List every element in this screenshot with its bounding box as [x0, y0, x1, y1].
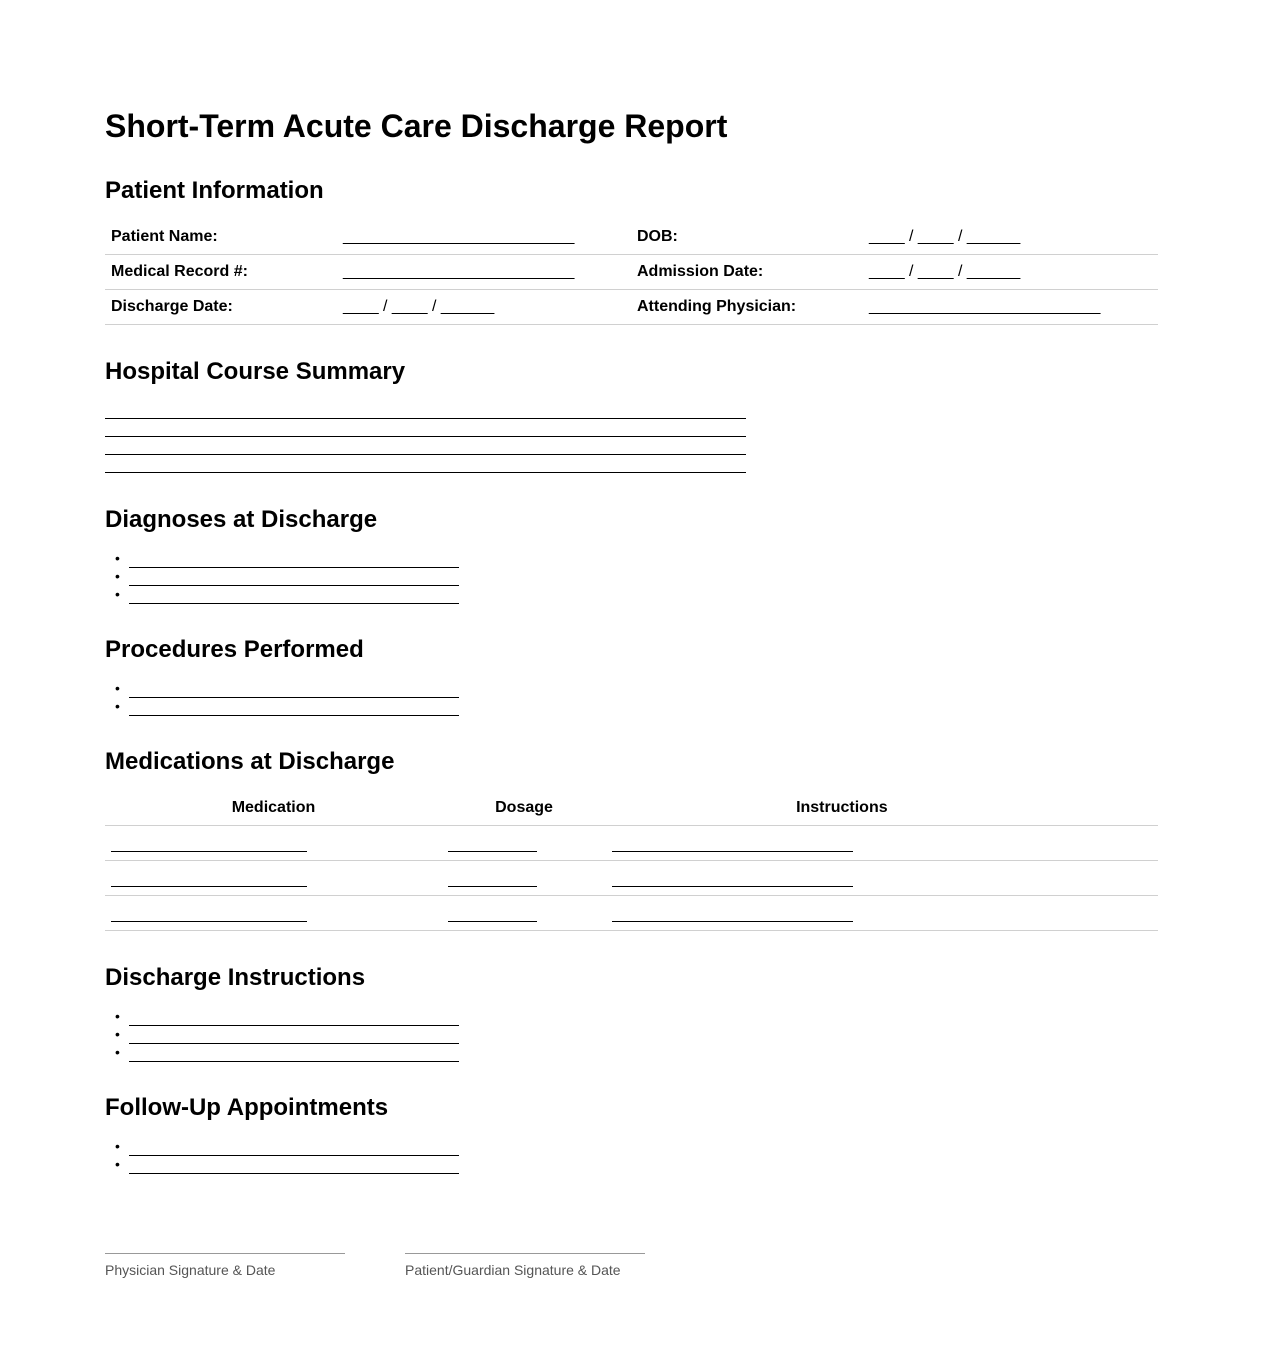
attending-physician-field[interactable]: __________________________	[863, 290, 1158, 325]
list-item[interactable]	[115, 698, 459, 716]
medication-field[interactable]	[111, 872, 307, 887]
admission-date-field[interactable]: ____ / ____ / ______	[863, 255, 1158, 290]
medications-heading: Medications at Discharge	[105, 748, 395, 775]
dosage-field[interactable]	[448, 837, 537, 852]
patient-signature-block[interactable]	[405, 1253, 645, 1278]
dosage-column-header: Dosage	[442, 791, 606, 826]
blank-line[interactable]	[129, 1044, 459, 1062]
bullet-icon: •	[115, 1138, 120, 1154]
instructions-field[interactable]	[612, 907, 853, 922]
table-row	[105, 220, 1158, 255]
diagnoses-list	[105, 550, 459, 604]
patient-information-table	[105, 220, 1158, 325]
blank-line[interactable]	[129, 1008, 459, 1026]
list-item[interactable]	[115, 1044, 459, 1062]
bullet-icon: •	[115, 680, 120, 696]
table-row	[105, 255, 1158, 290]
signature-line[interactable]	[105, 1253, 345, 1254]
dob-label: DOB:	[631, 220, 863, 255]
blank-line[interactable]	[129, 1156, 459, 1174]
table-row	[105, 896, 1158, 931]
patient-signature-label: Patient/Guardian Signature & Date	[405, 1262, 621, 1278]
diagnoses-heading: Diagnoses at Discharge	[105, 506, 378, 533]
blank-line[interactable]	[129, 586, 459, 604]
procedures-list	[105, 680, 459, 716]
table-header-row	[105, 791, 1158, 826]
patient-name-label: Patient Name:	[105, 220, 337, 255]
ruled-line[interactable]	[105, 419, 746, 437]
list-item[interactable]	[115, 680, 459, 698]
bullet-icon: •	[115, 1008, 120, 1024]
list-item[interactable]	[115, 568, 459, 586]
follow-up-heading: Follow-Up Appointments	[105, 1094, 389, 1121]
ruled-line[interactable]	[105, 401, 746, 419]
ruled-line[interactable]	[105, 437, 746, 455]
discharge-date-field[interactable]: ____ / ____ / ______	[337, 290, 631, 325]
discharge-instructions-list	[105, 1008, 459, 1062]
dosage-field[interactable]	[448, 907, 537, 922]
signature-line[interactable]	[405, 1253, 645, 1254]
attending-physician-label: Attending Physician:	[631, 290, 863, 325]
report-title: Short-Term Acute Care Discharge Report	[105, 108, 728, 144]
blank-line[interactable]	[129, 568, 459, 586]
follow-up-list	[105, 1138, 459, 1174]
list-item[interactable]	[115, 586, 459, 604]
bullet-icon: •	[115, 1026, 120, 1042]
bullet-icon: •	[115, 1044, 120, 1060]
physician-signature-label: Physician Signature & Date	[105, 1262, 276, 1278]
ruled-line[interactable]	[105, 455, 746, 473]
medication-field[interactable]	[111, 907, 307, 922]
table-row	[105, 826, 1158, 861]
list-item[interactable]	[115, 1026, 459, 1044]
table-row	[105, 290, 1158, 325]
blank-line[interactable]	[129, 550, 459, 568]
medication-column-header: Medication	[105, 791, 442, 826]
instructions-field[interactable]	[612, 837, 853, 852]
bullet-icon: •	[115, 1156, 120, 1172]
admission-date-label: Admission Date:	[631, 255, 863, 290]
physician-signature-block[interactable]	[105, 1253, 345, 1278]
patient-information-heading: Patient Information	[105, 177, 324, 204]
table-row	[105, 861, 1158, 896]
bullet-icon: •	[115, 698, 120, 714]
medication-field[interactable]	[111, 837, 307, 852]
procedures-heading: Procedures Performed	[105, 636, 364, 663]
instructions-column-header: Instructions	[606, 791, 1158, 826]
blank-line[interactable]	[129, 698, 459, 716]
hospital-course-lines[interactable]	[105, 401, 746, 473]
hospital-course-heading: Hospital Course Summary	[105, 358, 406, 385]
list-item[interactable]	[115, 1008, 459, 1026]
medical-record-label: Medical Record #:	[105, 255, 337, 290]
dosage-field[interactable]	[448, 872, 537, 887]
discharge-instructions-heading: Discharge Instructions	[105, 964, 366, 991]
bullet-icon: •	[115, 586, 120, 602]
patient-name-field[interactable]: __________________________	[337, 220, 631, 255]
instructions-field[interactable]	[612, 872, 853, 887]
blank-line[interactable]	[129, 1138, 459, 1156]
discharge-date-label: Discharge Date:	[105, 290, 337, 325]
bullet-icon: •	[115, 550, 120, 566]
list-item[interactable]	[115, 550, 459, 568]
dob-field[interactable]: ____ / ____ / ______	[863, 220, 1158, 255]
blank-line[interactable]	[129, 680, 459, 698]
list-item[interactable]	[115, 1138, 459, 1156]
list-item[interactable]	[115, 1156, 459, 1174]
medications-table	[105, 791, 1158, 931]
blank-line[interactable]	[129, 1026, 459, 1044]
medical-record-field[interactable]: __________________________	[337, 255, 631, 290]
bullet-icon: •	[115, 568, 120, 584]
